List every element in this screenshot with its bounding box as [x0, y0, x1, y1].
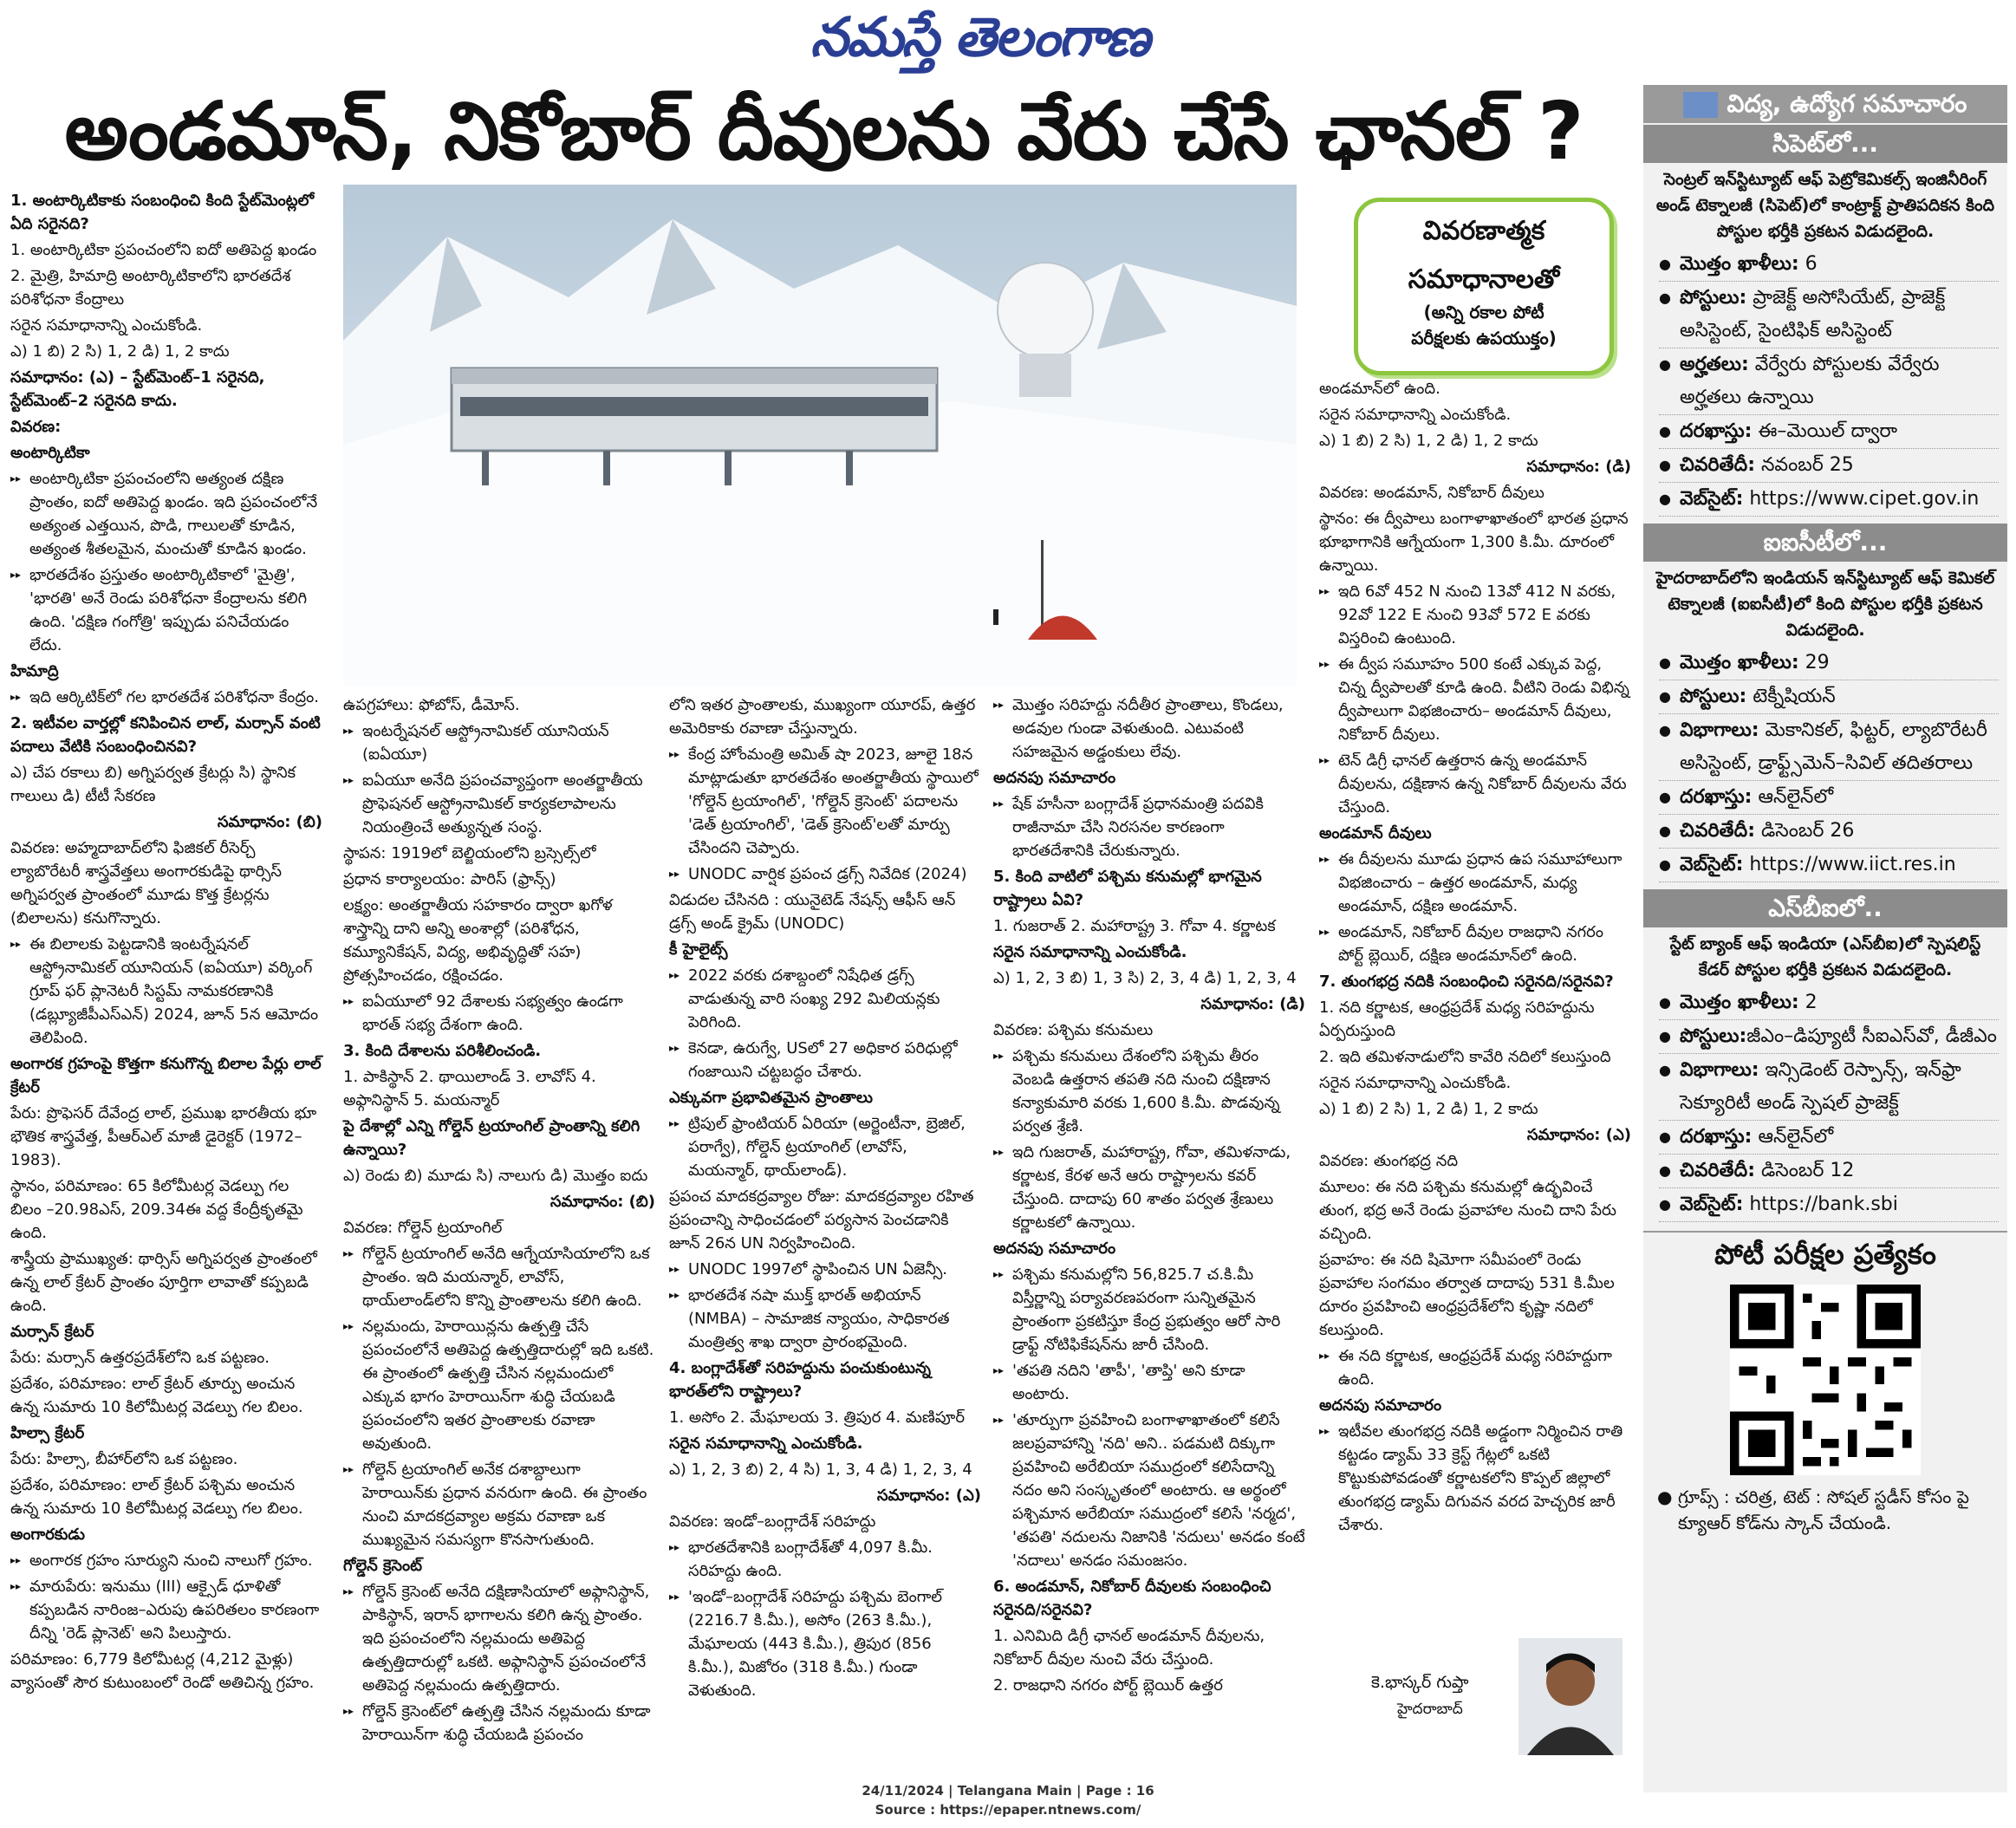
detail-item — [1659, 1020, 1999, 1054]
paragraph: ప్రపంచ మాదకద్రవ్యాల రోజు: మాదకద్రవ్యాల రహిత ప్రపంచాన్ని సాధించడంలో పర్యసాన పెంచడానికి జూన్ 26న UN నిర్వహించింది. — [669, 1187, 974, 1252]
statement: 2. మైత్రి, హిమాద్రి అంటార్కిటికాలోని భారతదేశ పరిశోధనా కేంద్రాలు — [10, 267, 291, 309]
detail-value: 2 — [1798, 992, 1818, 1013]
explanation: వివరణ: అండమాన్, నికోబార్ దీవులు — [1319, 484, 1545, 502]
bullet: ▸▸ గోల్డెన్ ట్రయాంగిల్ అనేక దశాబ్దాలుగా హెరాయిన్‌కు ప్రధాన వనరుగా ఉంది. ఈ ప్రాంతం నుంచి మాదకద్రవ్యాల అక్రమ రవాణా ఒక ముఖ్యమైన సమస్యగా కొనసాగుతుంది. — [343, 1458, 655, 1552]
bullet: ▸▸ టెన్ డిగ్రీ ఛానల్ ఉత్తరాన ఉన్న అండమాన్ దీవులను, దక్షిణాన ఉన్న నికోబార్ దీవులను వేరు చేస్తుంది. — [1319, 749, 1631, 819]
options: ఎ) 1 బి) 2 సి) 1, 2 డి) 1, 2 కాదు — [10, 342, 230, 361]
jobs-sidebar — [1643, 85, 2007, 1792]
section-intro: సెంట్రల్ ఇన్‌స్టిట్యూట్ ఆఫ్ పెట్రోకెమికల్స్ ఇంజినీరింగ్ అండ్ టెక్నాలజీ (సిపెట్)లో కాంట్రాక్ట్ ప్రాతిపదికన కింది పోస్టుల భర్తీకి ప్రకటన విడుదలైంది. — [1655, 170, 1995, 241]
bullet: ▸▸ ట్రిపుల్ ఫ్రాంటియర్ ఏరియా (అర్జెంటీనా, బ్రెజిల్, పరాగ్వే), గోల్డెన్ ట్రయాంగిల్ (లావోస్, మయన్మార్, థాయ్‌లాండ్). — [669, 1112, 981, 1182]
question-2: 2. ఇటీవల వార్తల్లో కనిపించిన లాల్, మర్సాన్ వంటి పదాలు వేటికి సంబంధించినవి? — [10, 714, 321, 756]
subheading: కీ హైలైట్స్ — [669, 940, 728, 959]
callout-line-2: సమాధానాలతో — [1408, 264, 1560, 295]
options: ఎ) 1 బి) 2 సి) 1, 2 డి) 1, 2 కాదు — [1319, 1100, 1538, 1118]
detail-item — [1659, 781, 1999, 815]
detail-key: మొత్తం ఖాళీలు: — [1680, 992, 1799, 1013]
prompt: సరైన సమాధానాన్ని ఎంచుకోండి. — [1319, 1074, 1512, 1092]
detail-value: డిసెంబర్ 26 — [1755, 820, 1855, 842]
paragraph: మూలం: ఈ నది పశ్చిమ కనుమల్లో ఉద్భవించే తుంగ, భద్ర అనే రెండు ప్రవాహాల నుంచి దాని పేరు వచ్చింది. — [1319, 1178, 1616, 1243]
bullet: ▸▸ ఇది 6వో 452 N నుంచి 13వో 412 N వరకు, 92వో 122 E నుంచి 93వో 572 E వరకు విస్తరించి ఉంటుంది. — [1319, 580, 1631, 650]
question-5: 5. కింది వాటిలో పశ్చిమ కనుమల్లో భాగమైన రాష్ట్రాలు ఏవి? — [993, 868, 1262, 909]
detail-value: ఆన్‌లైన్‌లో — [1752, 786, 1834, 808]
statement: 2. ఇది తమిళనాడులోని కావేరి నదిలో కలుస్తుంది — [1319, 1048, 1611, 1066]
statement: 2. రాజధాని నగరం పోర్ట్ బ్లెయిర్ ఉత్తర — [993, 1676, 1223, 1695]
iict-details — [1643, 647, 2007, 882]
detail-key: వెబ్‌సైట్: — [1680, 1194, 1744, 1215]
question-6: 6. అండమాన్, నికోబార్ దీవులకు సంబంధించి సరైనది/సరైనవి? — [993, 1578, 1271, 1619]
detail-key: చివరితేదీ: — [1680, 1160, 1755, 1181]
list: 1. అసోం 2. మేఘాలయ 3. త్రిపుర 4. మణిపూర్ — [669, 1408, 966, 1427]
question-7: 7. తుంగభద్ర నదికి సంబంధించి సరైనది/సరైనవి? — [1319, 973, 1614, 991]
cipet-details — [1643, 248, 2007, 517]
explanation: వివరణ: తుంగభద్ర నది — [1319, 1152, 1459, 1170]
sbi-details — [1643, 986, 2007, 1222]
subheading: అదనపు సమాచారం — [1319, 1396, 1442, 1415]
paragraph: ప్రదేశం, పరిమాణం: లాల్ క్రేటర్ పశ్చిమ అంచున ఉన్న సుమారు 10 కిలోమీటర్ల వెడల్పు గల బిలం. — [10, 1476, 303, 1518]
detail-key: వెబ్‌సైట్: — [1680, 854, 1744, 875]
detail-value: ప్రాజెక్ట్ అసోసియేట్, ప్రాజెక్ట్ అసిస్టెంట్, సైంటిఫిక్ అసిస్టెంట్ — [1680, 287, 1946, 342]
detail-key: పోస్టులు: — [1680, 1025, 1747, 1047]
prompt: సరైన సమాధానాన్ని ఎంచుకోండి. — [669, 1434, 863, 1453]
subheading: హిల్సా క్రేటర్ — [10, 1424, 85, 1442]
masthead-logo: నమస్తే తెలంగాణ — [810, 5, 1149, 68]
avatar — [1519, 1638, 1623, 1755]
answer: సమాధానం: (ఎ) – స్టేట్‌మెంట్–1 సరైనది, స్టేట్‌మెంట్–2 సరైనది కాదు. — [10, 368, 265, 410]
detail-key: చివరితేదీ: — [1680, 454, 1755, 476]
section-intro: హైదరాబాద్‌లోని ఇండియన్ ఇన్‌స్టిట్యూట్ ఆఫ్ కెమికల్ టెక్నాలజీ (ఐఐసీటీ)లో కింది పోస్టుల భర్తీకి ప్రకటన విడుదలైంది. — [1655, 569, 1995, 640]
detail-value: జీఎం–డిప్యూటీ సీఐఎస్‌వో, డీజీఎం — [1746, 1025, 1997, 1047]
bullet: ▸▸ ఇది గుజరాత్, మహారాష్ట్ర, గోవా, తమిళనాడు, కర్ణాటక, కేరళ అనే ఆరు రాష్ట్రాలను కవర్ చేస్తుంది. దాదాపు 60 శాతం పర్వత శ్రేణులు కర్ణాటకలో ఉన్నాయి. — [993, 1141, 1305, 1234]
paragraph: ప్రధాన కార్యాలయం: పారిస్ (ఫ్రాన్స్) — [343, 870, 556, 888]
detail-key: దరఖాస్తు: — [1680, 786, 1753, 808]
detail-item — [1659, 986, 1999, 1020]
question-1: 1. అంటార్కిటికాకు సంబంధించి కింది స్టేట్‌మెంట్లలో ఏది సరైనది? — [10, 192, 315, 233]
paragraph: ప్రవాహం: ఈ నది షిమోగా సమీపంలో రెండు ప్రవాహాల సంగమం తర్వాత దాదాపు 531 కి.మీల దూరం ప్రవహించి ఆంధ్రప్రదేశ్‌లోని కృష్ణా నదిలో కలుస్తుంది. — [1319, 1251, 1615, 1339]
bullet: ▸▸ భారతదేశానికి బంగ్లాదేశ్‌తో 4,097 కి.మీ. సరిహద్దు ఉంది. — [669, 1536, 981, 1583]
explanation: వివరణ: అహ్మదాబాద్‌లోని ఫిజికల్ రీసెర్చ్ ల్యాబొరేటరీ శాస్త్రవేత్తలు అంగారకుడిపై థార్సిస్ అగ్నిపర్వత ప్రాంతంలో మూడు కొత్త క్రేటర్లను (బిలాలను) కనుగొన్నారు. — [10, 839, 283, 927]
page-headline: అండమాన్, నికోబార్ దీవులను వేరు చేసే ఛానల్ ? — [64, 85, 1584, 178]
bullet: ▸▸ ఇటీవల తుంగభద్ర నదికి అడ్డంగా నిర్మించిన రాతి కట్టడం డ్యామ్ 33 క్రెస్ట్ గేట్లలో ఒకటి కొట్టుకుపోవడంతో కర్ణాటకలోని కొప్పల్ జిల్లాలో తుంగభద్ర డ్యామ్ దిగువన వరద హెచ్చరిక జారీ చేశారు. — [1319, 1420, 1631, 1537]
author-name: కె.భాస్కర్ గుప్తా — [1371, 1673, 1469, 1692]
detail-item — [1659, 1155, 1999, 1188]
subheading: హిమాద్రి — [10, 662, 59, 680]
detail-key: దరఖాస్తు: — [1680, 420, 1753, 442]
detail-value: 29 — [1798, 652, 1830, 673]
detail-item — [1659, 248, 1999, 282]
bullet: ▸▸ గోల్డెన్ ట్రయాంగిల్ అనేది ఆగ్నేయాసియాలోని ఒక ప్రాంతం. ఇది మయన్మార్, లావోస్, థాయ్‌లాండ్‌లోని కొన్ని ప్రాంతాలను కలిగి ఉంది. — [343, 1242, 655, 1312]
author-place: హైదరాబాద్ — [1397, 1701, 1463, 1718]
prompt: సరైన సమాధానాన్ని ఎంచుకోండి. — [10, 316, 203, 335]
bullet: ▸▸ గోల్డెన్ క్రెసెంట్‌లో ఉత్పత్తి చేసిన నల్లమందు కూడా హెరాయిన్‌గా శుద్ధి చేయబడి ప్రపంచం — [343, 1700, 655, 1747]
options: ఎ) 1, 2, 3 బి) 2, 4 సి) 1, 3, 4 డి) 1, 2, 3, 4 — [669, 1460, 972, 1479]
bullet: ▸▸ మొత్తం సరిహద్దు నదీతీర ప్రాంతాలు, కొండలు, అడవుల గుండా వెళుతుంది. ఎటువంటి సహజమైన అడ్డంకులు లేవు. — [993, 693, 1305, 764]
options: ఎ) 1, 2, 3 బి) 1, 3 సి) 2, 3, 4 డి) 1, 2, 3, 4 — [993, 969, 1297, 987]
explanation-label: వివరణ: — [10, 418, 62, 436]
paragraph: విడుదల చేసినది : యునైటెడ్ నేషన్స్ ఆఫీస్ ఆన్ డ్రగ్స్ అండ్ క్రైమ్ (UNODC) — [669, 891, 956, 933]
paragraph: పేరు: మర్సాన్ ఉత్తరప్రదేశ్‌లోని ఒక పట్టణం. — [10, 1349, 270, 1367]
paragraph: పేరు: హిల్సా, బీహార్‌లోని ఒక పట్టణం. — [10, 1450, 238, 1468]
detail-value[interactable]: https://www.cipet.gov.in — [1743, 488, 1980, 510]
detail-item — [1659, 449, 1999, 483]
detail-key: విభాగాలు: — [1680, 1059, 1759, 1081]
qr-note-text: గ్రూప్స్ : చరిత్ర, టెట్ : సోషల్ స్టడీస్ కోసం పై క్యూఆర్ కోడ్‌ను స్కాన్ చేయండి. — [1678, 1486, 1969, 1533]
bullet: ▸▸ నల్లమందు, హెరాయిన్లను ఉత్పత్తి చేసే ప్రపంచంలోనే అతిపెద్ద ఉత్పత్తిదారుల్లో ఇది ఒకటి. ఈ ప్రాంతంలో ఉత్పత్తి చేసిన నల్లమందులో ఎక్కువ భాగం హెరాయిన్‌గా శుద్ధి చేయబడి ప్రపంచంలోని ఇతర ప్రాంతాలకు రవాణా అవుతుంది. — [343, 1315, 655, 1455]
statement: 1. ఎనిమిది డిగ్రీ ఛానల్ అండమాన్ దీవులను, నికోబార్ దీవుల నుంచి వేరు చేస్తుంది. — [993, 1627, 1265, 1669]
prompt: సరైన సమాధానాన్ని ఎంచుకోండి. — [993, 943, 1187, 961]
detail-key: దరఖాస్తు: — [1680, 1126, 1753, 1148]
column-4 — [993, 693, 1305, 1700]
options: ఎ) 1 బి) 2 సి) 1, 2 డి) 1, 2 కాదు — [1319, 432, 1538, 450]
section-title-iict: ఐఐసీటీలో... — [1643, 524, 2007, 562]
subheading: అంగారకుడు — [10, 1526, 85, 1544]
detail-key: పోస్టులు: — [1680, 287, 1747, 309]
answer: సమాధానం: (డి) — [1526, 458, 1631, 476]
bullet: ▸▸ ఈ ద్వీప సమూహం 500 కంటే ఎక్కువ పెద్ద, చిన్న ద్వీపాలతో కూడి ఉంది. వీటిని రెండు విభిన్న ద్వీపాలుగా విభజించారు– అండమాన్ దీవులు, నికోబార్ దీవులు. — [1319, 653, 1631, 746]
paragraph: స్థాపన: 1919లో బెల్జియంలోని బ్రస్సెల్స్‌లో — [343, 844, 596, 862]
detail-value[interactable]: https://bank.sbi — [1743, 1194, 1898, 1215]
bullet: ▸▸ అంటార్కిటికా ప్రపంచంలోని అత్యంత దక్షిణ ప్రాంతం, ఐదో అతిపెద్ద ఖండం. ఇది ప్రపంచంలోనే అత్యంత ఎత్తయిన, పొడి, గాలులతో కూడిన, అత్యంత శీతలమైన, మంచుతో కూడిన ఖండం. — [10, 467, 322, 561]
options: ఎ) చేప రకాలు బి) అగ్నిపర్వత క్రేటర్లు సి) స్థానిక గాలులు డి) టీటీ సేకరణ — [10, 764, 296, 805]
detail-key: పోస్టులు: — [1680, 686, 1747, 707]
bullet: ▸▸ UNODC 1997లో స్థాపించిన UN ఏజెన్సీ. — [669, 1258, 981, 1281]
answer: సమాధానం: (బి) — [217, 813, 322, 831]
bullet: ▸▸ ఇది ఆర్కిటిక్‌లో గల భారతదేశ పరిశోధనా కేంద్రం. — [10, 686, 322, 709]
statement: 1. అంటార్కిటికా ప్రపంచంలోని ఐదో అతిపెద్ద ఖండం — [10, 241, 317, 259]
paragraph: లోని ఇతర ప్రాంతాలకు, ముఖ్యంగా యూరప్, ఉత్తర అమెరికాకు రవాణా చేస్తున్నారు. — [669, 696, 976, 738]
subheading: అంగారక గ్రహంపై కొత్తగా కనుగొన్న బిలాల పేర్లు లాల్ క్రేటర్ — [10, 1055, 322, 1096]
detail-item — [1659, 647, 1999, 680]
column-5 — [1319, 377, 1631, 1539]
qr-code[interactable] — [1730, 1285, 1921, 1475]
research-station-illustration — [343, 185, 1297, 686]
callout-line-4: పరీక్షలకు ఉపయుక్తం) — [1411, 328, 1557, 348]
paragraph: అండమాన్‌లో ఉంది. — [1319, 380, 1440, 398]
column-1 — [10, 189, 322, 1697]
detail-value: టెక్నీషియన్ — [1746, 686, 1836, 707]
detail-item — [1659, 849, 1999, 882]
qr-note — [1643, 1484, 2007, 1536]
detail-value: ఇన్సిడెంట్ రెస్పాన్స్, ఇన్‌ఫ్రా సెక్యూరిటీ అండ్ స్పెషల్ ప్రాజెక్ట్ — [1680, 1059, 1961, 1114]
page-footer — [0, 1781, 2016, 1819]
bullet-icon: ● — [1657, 1486, 1673, 1507]
question-3: 3. కింది దేశాలను పరిశీలించండి. — [343, 1042, 542, 1060]
callout-line-3: (అన్ని రకాల పోటీ — [1423, 302, 1545, 322]
subheading: అదనపు సమాచారం — [993, 1239, 1116, 1258]
subheading: అదనపు సమాచారం — [993, 769, 1116, 787]
paragraph: స్థానం: ఈ ద్వీపాలు బంగాళాఖాతంలో భారత ప్రధాన భూభాగానికి ఆగ్నేయంగా 1,300 కి.మీ. దూరంలో ఉన్నాయి. — [1319, 510, 1629, 575]
subheading: ఎక్కువగా ప్రభావితమైన ప్రాంతాలు — [669, 1089, 873, 1107]
paragraph: పరిమాణం: 6,779 కిలోమీటర్ల (4,212 మైళ్లు) వ్యాసంతో సౌర కుటుంబంలో రెండో అతిచిన్న గ్రహం. — [10, 1650, 315, 1692]
bullet: ▸▸ 'ఇండో–బంగ్లాదేశ్ సరిహద్దు పశ్చిమ బెంగాల్ (2216.7 కి.మీ.), అసోం (263 కి.మీ.), మేఘాలయ (443 కి.మీ.), త్రిపుర (856 కి.మీ.), మిజోరం (318 కి.మీ.) గుండా వెళుతుంది. — [669, 1585, 981, 1702]
section-title-competitive: పోటీ పరీక్షల ప్రత్యేకం — [1643, 1231, 2007, 1276]
detail-value: మెకానికల్, ఫిట్టర్, ల్యాబొరేటరీ అసిస్టెంట్, డ్రాఫ్ట్స్‌మెన్–సివిల్ తదితరాలు — [1680, 719, 1987, 774]
bullet: ▸▸ అండమాన్, నికోబార్ దీవుల రాజధాని నగరం పోర్ట్ బ్లెయిర్, దక్షిణ అండమాన్‌లో ఉంది. — [1319, 921, 1631, 967]
antarctica-station-photo — [343, 185, 1297, 686]
bullet: ▸▸ ఐఏయూలో 92 దేశాలకు సభ్యత్వం ఉండగా భారత్ సభ్య దేశంగా ఉంది. — [343, 990, 655, 1037]
answer: సమాధానం: (డి) — [1200, 995, 1305, 1013]
paragraph: ఉపగ్రహాలు: ఫోబోస్, డీమోస్. — [343, 696, 520, 714]
subheading: అంటార్కిటికా — [10, 444, 90, 462]
paragraph: శాస్త్రీయ ప్రాముఖ్యత: థార్సిస్ అగ్నిపర్వత ప్రాంతంలో ఉన్న లాల్ క్రేటర్ ప్రాంతం పూర్తిగా లావాతో కప్పబడి ఉంది. — [10, 1250, 317, 1315]
detail-item — [1659, 815, 1999, 849]
paragraph: ప్రదేశం, పరిమాణం: లాల్ క్రేటర్ తూర్పు అంచున ఉన్న సుమారు 10 కిలోమీటర్ల వెడల్పు గల బిలం. — [10, 1375, 303, 1416]
detail-item — [1659, 282, 1999, 348]
detail-value: ఆన్‌లైన్‌లో — [1752, 1126, 1834, 1148]
prompt: సరైన సమాధానాన్ని ఎంచుకోండి. — [1319, 406, 1512, 424]
detail-item — [1659, 1054, 1999, 1121]
explanation: వివరణ: గోల్డెన్ ట్రయాంగిల్ — [343, 1219, 503, 1237]
bullet: ▸▸ కెనడా, ఉరుగ్వే, USలో 27 అధికార పరిధుల్లో గంజాయిని చట్టబద్ధం చేశారు. — [669, 1037, 981, 1083]
statement: 1. నది కర్ణాటక, ఆంధ్రప్రదేశ్ మధ్య సరిహద్దును ఏర్పరుస్తుంది — [1319, 999, 1595, 1040]
bullet: ▸▸ ఐఏయూ అనేది ప్రపంచవ్యాప్తంగా అంతర్జాతీయ ప్రొఫెషనల్ ఆస్ట్రోనామికల్ కార్యకలాపాలను నియంత్రించే అత్యున్నత సంస్థ. — [343, 769, 655, 839]
bullet: ▸▸ భారతదేశం ప్రస్తుతం అంటార్కిటికాలో 'మైత్రి', 'భారతి' అనే రెండు పరిశోధనా కేంద్రాలను కలిగి ఉంది. 'దక్షిణ గంగోత్రి' ఇప్పుడు పనిచేయడం లేదు. — [10, 563, 322, 657]
detail-item — [1659, 1188, 1999, 1222]
bullet: ▸▸ మారుపేరు: ఇనుము (III) ఆక్సైడ్ ధూళితో కప్పబడిన నారింజ–ఎరుపు ఉపరితలం కారణంగా దీన్ని 'రెడ్ ప్లానెట్' అని పిలుస్తారు. — [10, 1575, 322, 1645]
callout-box — [1354, 198, 1614, 375]
prompt: పై దేశాల్లో ఎన్ని గోల్డెన్ ట్రయాంగిల్ ప్రాంతాన్ని కలిగి ఉన్నాయి? — [343, 1117, 641, 1159]
section-title-sbi: ఎస్‌బీఐలో.. — [1643, 889, 2007, 927]
bullet: ▸▸ ఇంటర్నేషనల్ ఆస్ట్రోనామికల్ యూనియన్ (ఐఏయూ) — [343, 719, 655, 766]
section-title-cipet: సిపెట్‌లో... — [1643, 125, 2007, 163]
bullet: ▸▸ 'తపతి నదిని 'తాపీ', 'తాప్తి' అని కూడా అంటారు. — [993, 1359, 1305, 1406]
section-intro: స్టేట్ బ్యాంక్ ఆఫ్ ఇండియా (ఎస్‌బీఐ)లో స్పెషలిస్ట్ కేడర్ పోస్టుల భర్తీకి ప్రకటన విడుదలైంది. — [1669, 934, 1981, 979]
answer: సమాధానం: (బి) — [550, 1193, 655, 1211]
detail-key: మొత్తం ఖాళీలు: — [1680, 253, 1799, 275]
detail-value: డిసెంబర్ 12 — [1755, 1160, 1855, 1181]
bullet: ▸▸ 'తూర్పుగా ప్రవహించి బంగాళాఖాతంలో కలిసే జలప్రవాహాన్ని 'నది' అని.. పడమటి దిక్కుగా ప్రవహించి అరేబియా సముద్రంలో కలిసేదాన్ని నదం అని సంస్కృతంలో అంటారు. ఆ అర్థంలో పశ్చిమాన అరేబియా సముద్రంలో కలిసే 'నర్మద', 'తపతి' నదులను నిజానికి 'నదులు' అనడం కంటే 'నదాలు' అనడం సమంజసం. — [993, 1408, 1305, 1572]
author-byline — [1319, 1638, 1631, 1755]
explanation: వివరణ: పశ్చిమ కనుమలు — [993, 1021, 1154, 1039]
bullet: ▸▸ UNODC వార్షిక ప్రపంచ డ్రగ్స్ నివేదిక (2024) — [669, 862, 981, 886]
paragraph: లక్ష్యం: అంతర్జాతీయ సహకారం ద్వారా ఖగోళ శాస్త్రాన్ని దాని అన్ని అంశాల్లో (పరిశోధన, కమ్యూనికేషన్, విద్య, అభివృద్ధితో సహ) ప్రోత్సహించడం, రక్షించడం. — [343, 896, 613, 985]
bullet: ▸▸ అంగారక గ్రహం సూర్యుని నుంచి నాలుగో గ్రహం. — [10, 1549, 322, 1572]
footer-date-line: 24/11/2024 | Telangana Main | Page : 16 — [862, 1783, 1154, 1799]
bullet: ▸▸ గోల్డెన్ క్రెసెంట్ అనేది దక్షిణాసియాలో అఫ్గానిస్థాన్, పాకిస్థాన్, ఇరాన్ భాగాలను కలిగి ఉన్న ప్రాంతం. ఇది ప్రపంచంలోని నల్లమందు అతిపెద్ద ఉత్పత్తిదారుల్లో ఒకటి. అఫ్గానిస్థాన్ ప్రపంచంలోనే అతిపెద్ద నల్లమందు ఉత్పత్తిదారు. — [343, 1580, 655, 1697]
book-icon — [1683, 92, 1718, 118]
column-3 — [669, 693, 981, 1705]
subheading: మర్సాన్ క్రేటర్ — [10, 1323, 94, 1341]
bullet: ▸▸ 2022 వరకు దశాబ్దంలో నిషేధిత డ్రగ్స్ వాడుతున్న వారి సంఖ్య 292 మిలియన్లకు పెరిగింది. — [669, 964, 981, 1034]
detail-key: మొత్తం ఖాళీలు: — [1680, 652, 1799, 673]
callout-line-1: వివరణాత్మక — [1422, 216, 1545, 246]
explanation: వివరణ: ఇండో–బంగ్లాదేశ్ సరిహద్దు — [669, 1512, 876, 1531]
answer: సమాధానం: (ఎ) — [1526, 1126, 1631, 1144]
detail-item — [1659, 483, 1999, 517]
detail-item — [1659, 1121, 1999, 1155]
detail-item — [1659, 415, 1999, 449]
detail-key: చివరితేదీ: — [1680, 820, 1755, 842]
bullet: ▸▸ ఈ నది కర్ణాటక, ఆంధ్రప్రదేశ్ మధ్య సరిహద్దుగా ఉంది. — [1319, 1344, 1631, 1391]
column-2 — [343, 693, 655, 1749]
list: 1. గుజరాత్ 2. మహారాష్ట్ర 3. గోవా 4. కర్ణాటక — [993, 917, 1276, 935]
bullet: ▸▸ భారతదేశ నషా ముక్త్ భారత్ అభియాన్ (NMBA) – సామాజిక న్యాయం, సాధికారత మంత్రిత్వ శాఖ ద్వారా ప్రారంభమైంది. — [669, 1284, 981, 1354]
detail-key: విభాగాలు: — [1680, 719, 1759, 741]
detail-value: నవంబర్ 25 — [1755, 454, 1854, 476]
sidebar-header — [1643, 85, 2007, 123]
sidebar-header-title: విద్య, ఉద్యోగ సమాచారం — [1727, 89, 1967, 118]
detail-value: వేర్వేరు పోస్టులకు వేర్వేరు అర్హతలు ఉన్నాయి — [1680, 354, 1940, 408]
list: 1. పాకిస్థాన్ 2. థాయిలాండ్ 3. లావోస్ 4. అఫ్గానిస్థాన్ 5. మయన్మార్ — [343, 1068, 596, 1109]
bullet: ▸▸ ఈ దీవులను మూడు ప్రధాన ఉప సమూహాలుగా విభజించారు – ఉత్తర అండమాన్, మధ్య అండమాన్, దక్షిణ అండమాన్. — [1319, 848, 1631, 918]
bullet: ▸▸ పశ్చిమ కనుమల్లోని 56,825.7 చ.కి.మీ విస్తీర్ణాన్ని పర్యావరణపరంగా సున్నితమైన ప్రాంతంగా ప్రకటిస్తూ కేంద్ర ప్రభుత్వం ఆరో సారి డ్రాఫ్ట్ నోటిఫికేషన్‌ను జారీ చేసింది. — [993, 1263, 1305, 1356]
subheading: అండమాన్ దీవులు — [1319, 824, 1432, 842]
bullet: ▸▸ షేక్ హసీనా బంగ్లాదేశ్ ప్రధానమంత్రి పదవికి రాజీనామా చేసి నిరసనల కారణంగా భారతదేశానికి చేరుకున్నారు. — [993, 792, 1305, 862]
detail-key: వెబ్‌సైట్: — [1680, 488, 1744, 510]
question-4: 4. బంగ్లాదేశ్‌తో సరిహద్దును పంచుకుంటున్న భారత్‌లోని రాష్ట్రాలు? — [669, 1359, 931, 1401]
options: ఎ) రెండు బి) మూడు సి) నాలుగు డి) మొత్తం ఐదు — [343, 1167, 648, 1185]
detail-item — [1659, 714, 1999, 781]
paragraph: స్థానం, పరిమాణం: 65 కిలోమీటర్ల వెడల్పు గల బిలం –20.98ఎస్, 209.34ఈ వద్ద కేంద్రీకృతమై ఉంది. — [10, 1177, 303, 1242]
bullet: ▸▸ కేంద్ర హోంమంత్రి అమిత్ షా 2023, జూలై 18న మాట్లాడుతూ భారతదేశం అంతర్జాతీయ స్థాయిలో 'గోల్డెన్ ట్రయాంగిల్', 'గోల్డెన్ క్రెసెంట్' పదాలను 'డెత్ ట్రయాంగిల్', 'డెత్ క్రెసెంట్'లతో మార్పు చేసిందని చెప్పారు. — [669, 743, 981, 860]
detail-item — [1659, 680, 1999, 714]
paragraph: పేరు: ప్రొఫెసర్ దేవేంద్ర లాల్, ప్రముఖ భారతీయ భూ భౌతిక శాస్త్రవేత్త, పీఆర్ఎల్ మాజీ డైరెక్టర్ (1972–1983). — [10, 1104, 317, 1169]
detail-value: 6 — [1798, 253, 1818, 275]
detail-item — [1659, 348, 1999, 415]
subheading: గోల్డెన్ క్రెసెంట్ — [343, 1557, 423, 1575]
detail-key: అర్హతలు: — [1680, 354, 1749, 375]
answer: సమాధానం: (ఎ) — [876, 1486, 981, 1505]
bullet: ▸▸ ఈ బిలాలకు పెట్టడానికి ఇంటర్నేషనల్ ఆస్ట్రోనామికల్ యూనియన్ (ఐఏయూ) వర్కింగ్ గ్రూప్ ఫర్ ప్లానెటరీ సిస్టమ్ నామకరణానికి (డబ్ల్యూజీపీఎస్ఎన్) 2024, జూన్ 5న ఆమోదం తెలిపింది. — [10, 933, 322, 1050]
detail-value[interactable]: https://www.iict.res.in — [1743, 854, 1956, 875]
bullet: ▸▸ పశ్చిమ కనుమలు దేశంలోని పశ్చిమ తీరం వెంబడి ఉత్తరాన తపతి నది నుంచి దక్షిణాన కన్యాకుమారి వరకు 1,600 కి.మీ. పొడవున్న పర్వత శ్రేణి. — [993, 1044, 1305, 1138]
footer-source-link[interactable]: Source : https://epaper.ntnews.com/ — [875, 1802, 1141, 1818]
detail-value: ఈ–మెయిల్ ద్వారా — [1752, 420, 1898, 442]
